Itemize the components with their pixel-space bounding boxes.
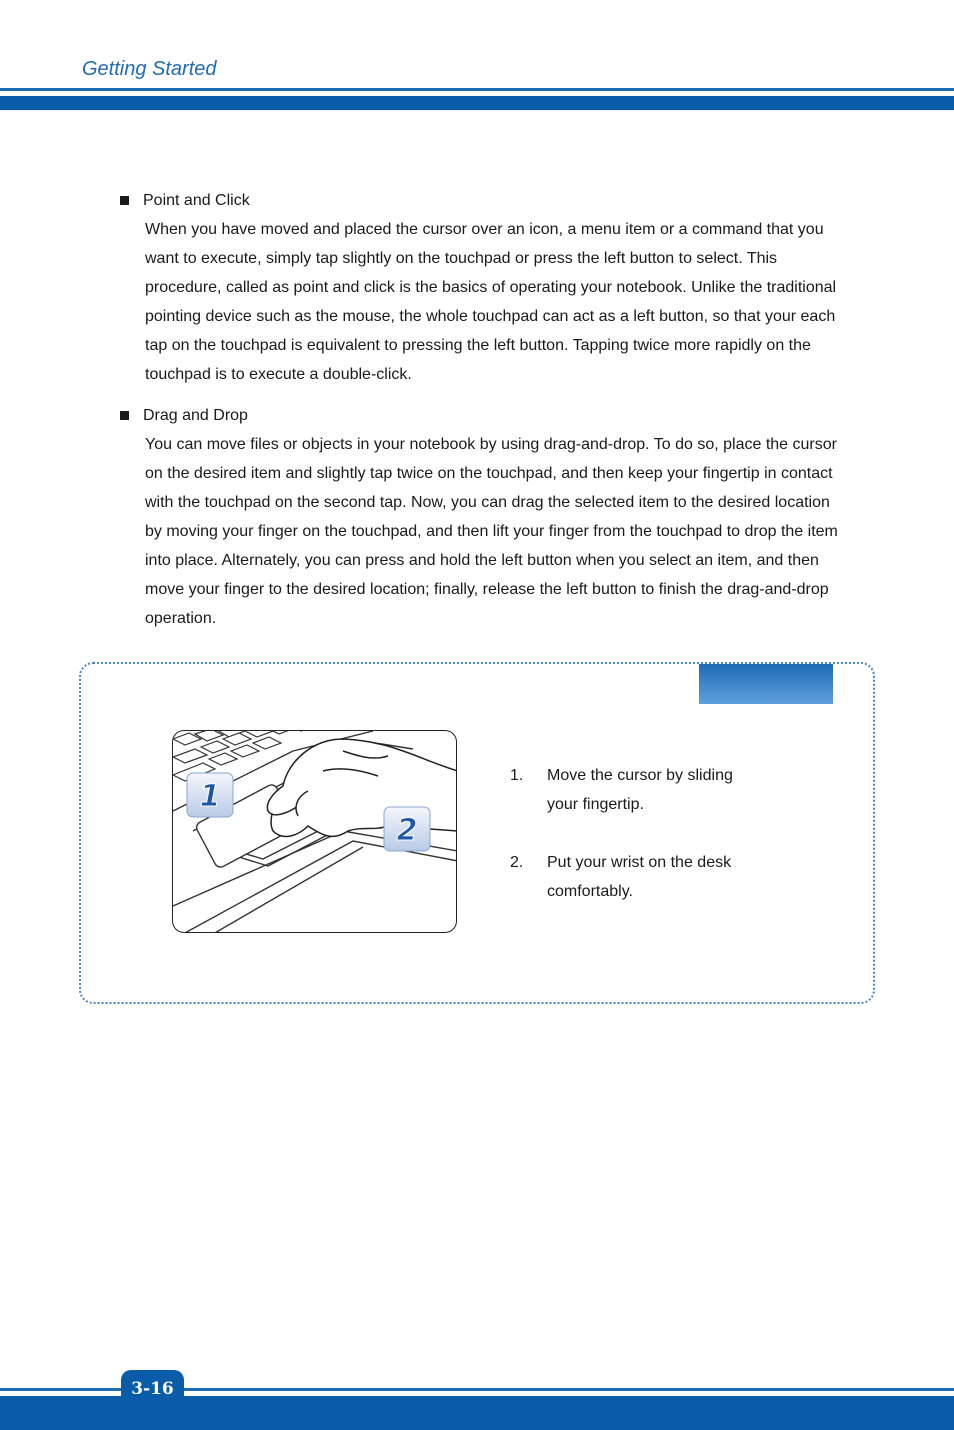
step-number: 2.	[510, 854, 524, 871]
section-point-and-click	[118, 186, 838, 389]
page-number: 3-16	[121, 1370, 184, 1408]
touchpad-hand-drawing	[173, 731, 457, 933]
step-number: 1.	[510, 767, 524, 784]
header-band	[0, 96, 954, 110]
list-item	[510, 848, 810, 906]
step-text: Put your wrist on the desk comfortably.	[547, 854, 732, 900]
section-drag-and-drop	[118, 401, 838, 633]
step-2-label: 2	[396, 813, 418, 848]
section-heading	[118, 401, 838, 430]
list-item	[510, 761, 810, 819]
main-content	[118, 186, 838, 645]
step-2-badge	[384, 807, 430, 851]
step-list	[510, 761, 810, 935]
step-text: Move the cursor by sliding your fingertip.	[547, 767, 733, 813]
tip-box-tab	[699, 664, 833, 704]
step-1-badge	[187, 773, 233, 817]
header-rule	[0, 88, 954, 91]
section-paragraph: You can move files or objects in your notebook by using drag-and-drop. To do so, place the cursor on the desired item and slightly tap twice on the touchpad, and then keep your fingertip in contact with the touchpad on the second tap. Now, you can drag the selected item to the desired location by moving your finger on the touchpad, and then lift your finger from the touchpad to drop the item into place. Alternately, you can press and hold the left button when you select an item, and then move your finger to the desired location; finally, release the left button to finish the drag-and-drop operation.	[145, 436, 838, 627]
page-header-title: Getting Started	[82, 58, 217, 80]
step-1-label: 1	[199, 779, 221, 814]
section-heading	[118, 186, 838, 215]
square-bullet-icon	[120, 196, 129, 205]
section-heading-text: Drag and Drop	[143, 407, 248, 424]
section-heading-text: Point and Click	[143, 192, 250, 209]
section-paragraph: When you have moved and placed the cursor over an icon, a menu item or a command that you want to execute, simply tap slightly on the touchpad or press the left button to select. This procedure, called as point and click is the basics of operating your notebook. Unlike the traditional pointing device such as the mouse, the whole touchpad can act as a left button, so that your each tap on the touchpad is equivalent to pressing the left button. Tapping twice more rapidly on the touchpad is to execute a double-click.	[145, 221, 837, 383]
touchpad-illustration	[172, 730, 457, 933]
square-bullet-icon	[120, 411, 129, 420]
